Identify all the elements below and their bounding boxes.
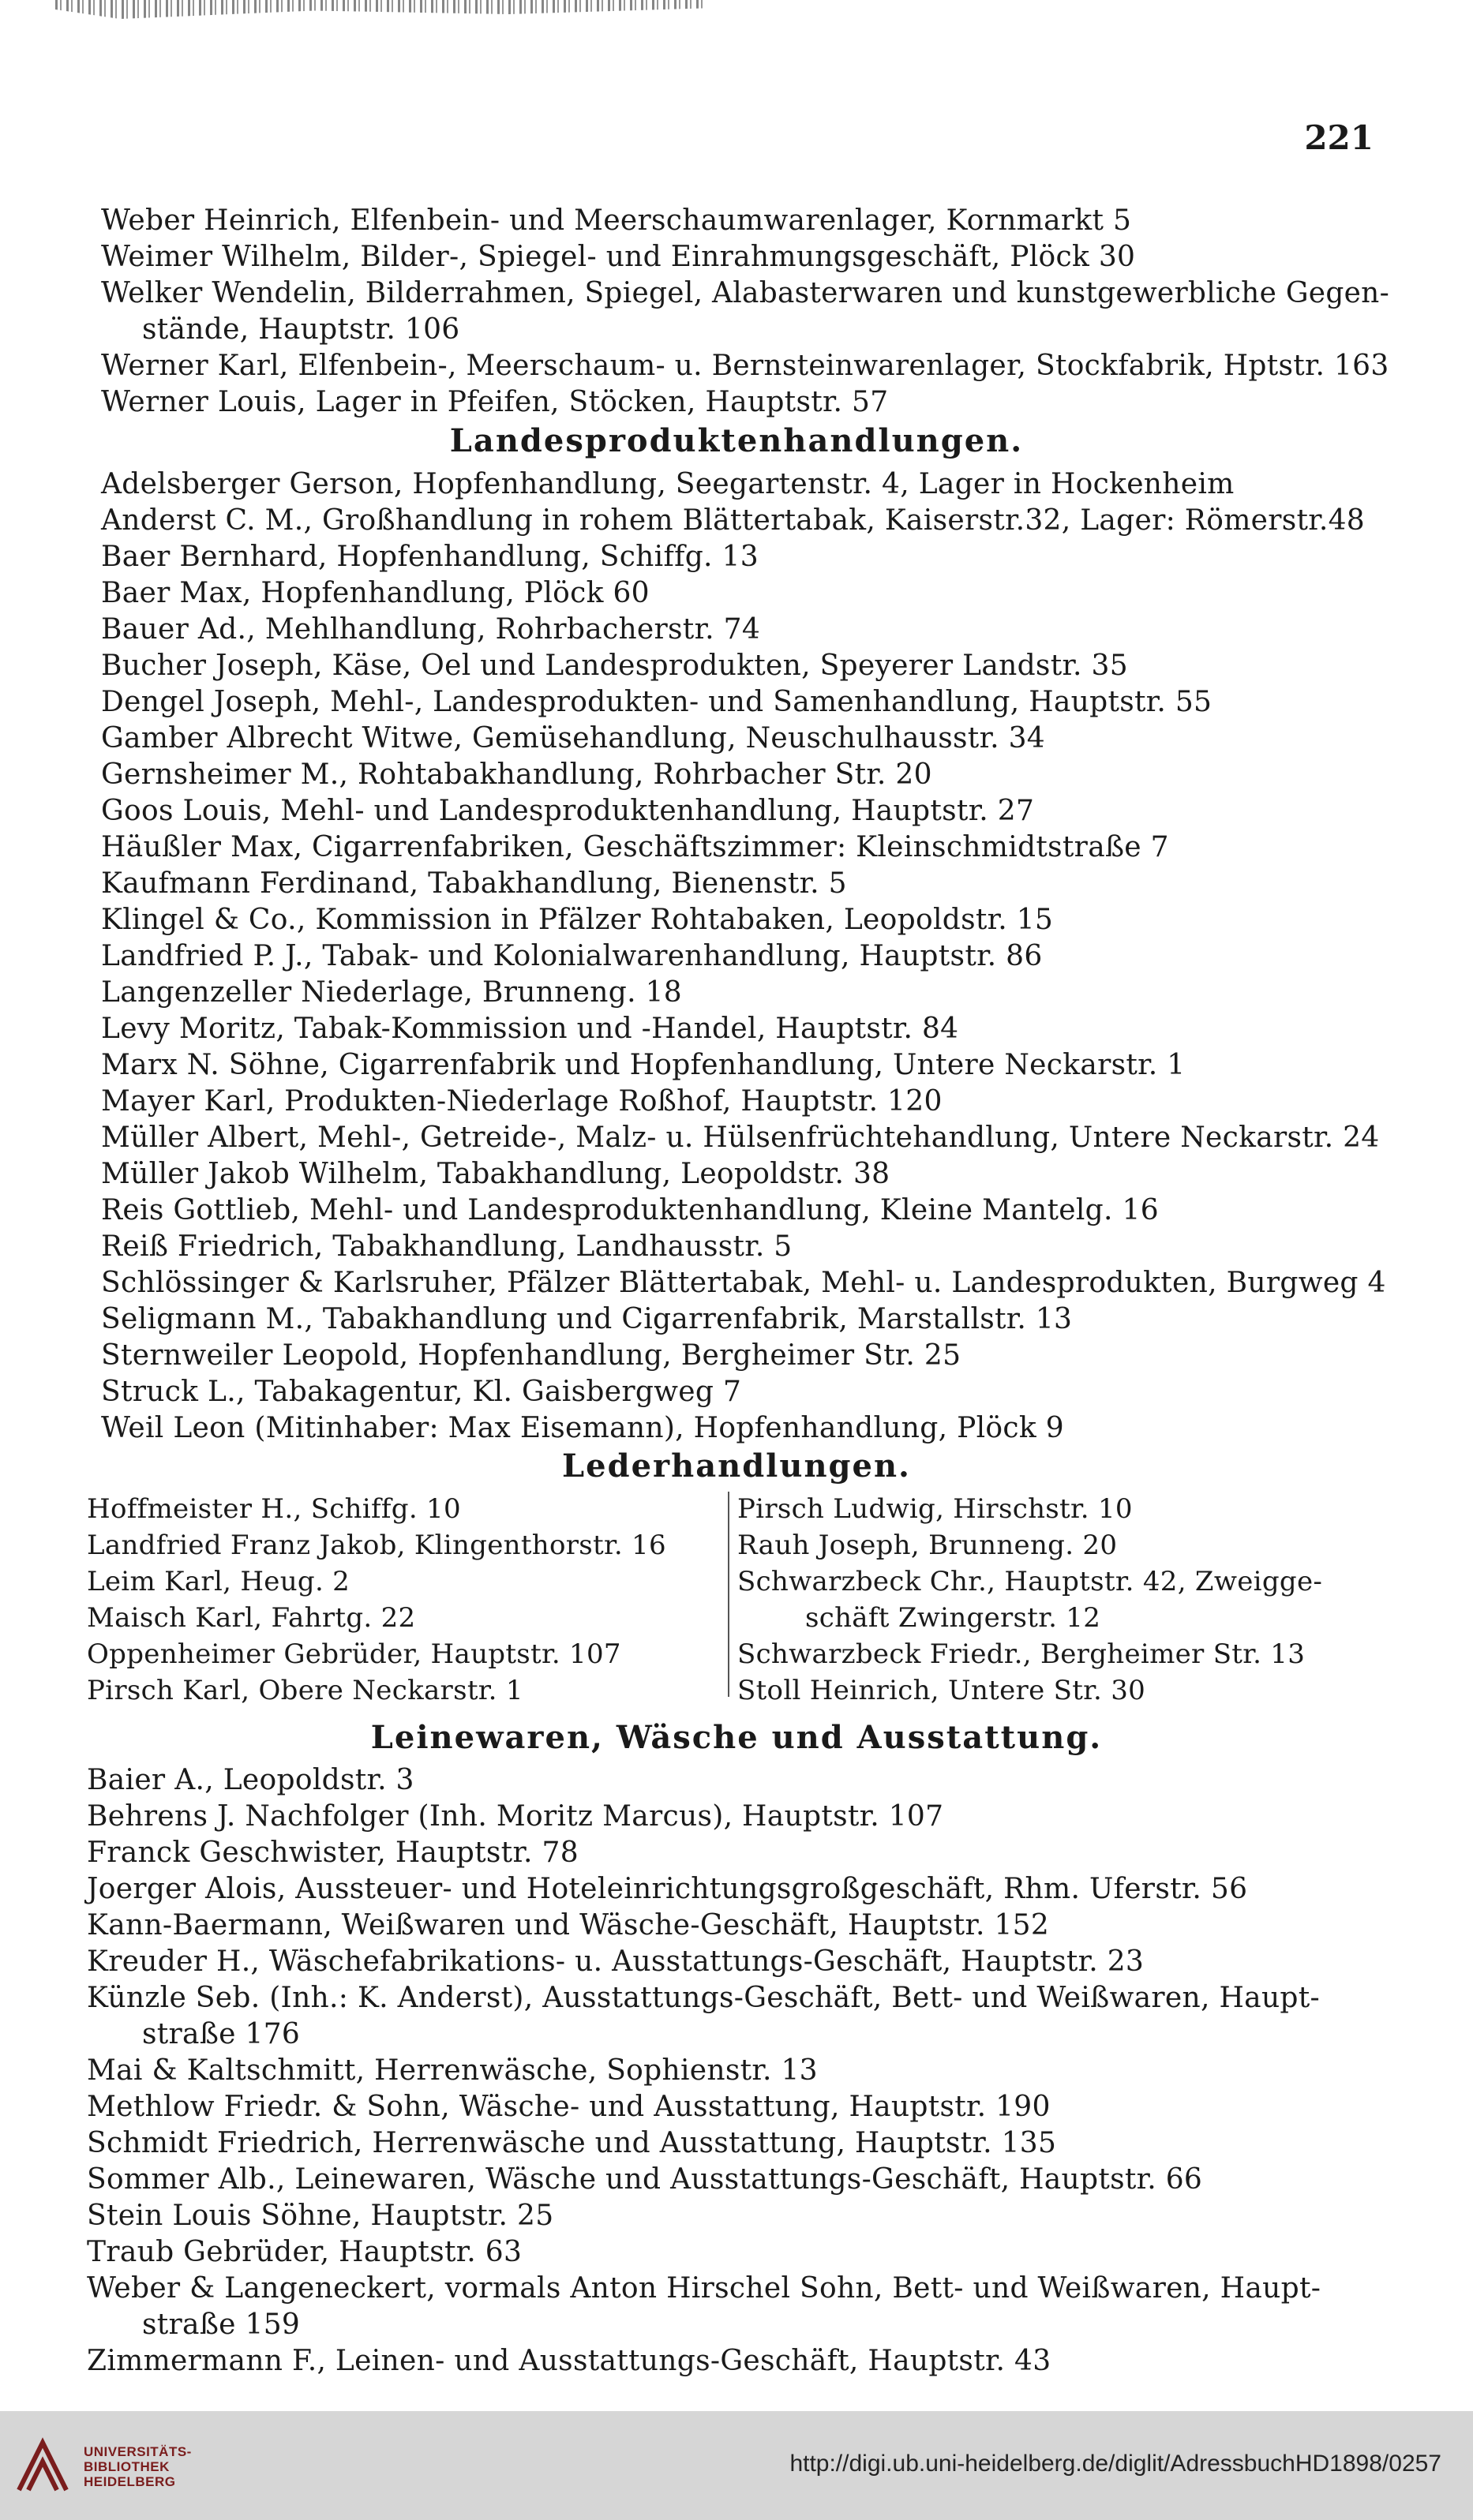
entry-right: Stoll Heinrich, Untere Str. 30 — [737, 1675, 1146, 1706]
footer-bar — [0, 2411, 1473, 2520]
library-name-line: HEIDELBERG — [84, 2474, 176, 2489]
source-url-link[interactable]: http://digi.ub.uni-heidelberg.de/diglit/AdressbuchHD1898/0257 — [789, 2451, 1441, 2477]
entry: Schmidt Friedrich, Herrenwäsche und Ausstattung, Hauptstr. 135 — [87, 2127, 1057, 2159]
entry: Weber Heinrich, Elfenbein- und Meerschaumwarenlager, Kornmarkt 5 — [101, 204, 1132, 237]
section-heading: Lederhandlungen. — [562, 1447, 911, 1485]
entry: Werner Louis, Lager in Pfeifen, Stöcken, Hauptstr. 57 — [101, 386, 889, 418]
entry: Schlössinger & Karlsruher, Pfälzer Blättertabak, Mehl- u. Landesprodukten, Burgweg 4 — [101, 1267, 1386, 1299]
entry-continuation: straße 159 — [142, 2308, 301, 2341]
entry: Häußler Max, Cigarrenfabriken, Geschäftszimmer: Kleinschmidtstraße 7 — [101, 831, 1169, 863]
entry: Marx N. Söhne, Cigarrenfabrik und Hopfenhandlung, Untere Neckarstr. 1 — [101, 1049, 1186, 1081]
entry-left: Pirsch Karl, Obere Neckarstr. 1 — [87, 1675, 523, 1706]
entry-left: Landfried Franz Jakob, Klingenthorstr. 16 — [87, 1530, 666, 1561]
entry: Franck Geschwister, Hauptstr. 78 — [87, 1837, 579, 1869]
entry-left: Leim Karl, Heug. 2 — [87, 1566, 350, 1597]
entry: Mayer Karl, Produkten-Niederlage Roßhof, Hauptstr. 120 — [101, 1085, 943, 1118]
entry-right: Schwarzbeck Chr., Hauptstr. 42, Zweigge- — [737, 1566, 1323, 1597]
entry: Langenzeller Niederlage, Brunneng. 18 — [101, 976, 682, 1009]
entry: Baer Bernhard, Hopfenhandlung, Schiffg. 13 — [101, 541, 759, 573]
entry-left: Hoffmeister H., Schiffg. 10 — [87, 1493, 461, 1525]
entry-right: Rauh Joseph, Brunneng. 20 — [737, 1530, 1118, 1561]
entry: Traub Gebrüder, Hauptstr. 63 — [87, 2236, 523, 2268]
library-name — [84, 2444, 192, 2489]
section-heading: Landesproduktenhandlungen. — [449, 422, 1024, 459]
scan-noise — [55, 0, 703, 24]
entry-left: Maisch Karl, Fahrtg. 22 — [87, 1602, 416, 1634]
entry: Goos Louis, Mehl- und Landesproduktenhandlung, Hauptstr. 27 — [101, 795, 1035, 827]
entry: Sommer Alb., Leinewaren, Wäsche und Ausstattungs-Geschäft, Hauptstr. 66 — [87, 2163, 1203, 2196]
entry: Weber & Langeneckert, vormals Anton Hirschel Sohn, Bett- und Weißwaren, Haupt- — [87, 2272, 1321, 2305]
library-name-line: BIBLIOTHEK — [84, 2459, 170, 2474]
entry: Seligmann M., Tabakhandlung und Cigarrenfabrik, Marstallstr. 13 — [101, 1303, 1073, 1335]
entry: Behrens J. Nachfolger (Inh. Moritz Marcus), Hauptstr. 107 — [87, 1800, 944, 1833]
entry: Welker Wendelin, Bilderrahmen, Spiegel, Alabasterwaren und kunstgewerbliche Gegen- — [101, 277, 1389, 309]
entry: Klingel & Co., Kommission in Pfälzer Rohtabaken, Leopoldstr. 15 — [101, 904, 1054, 936]
entry: Werner Karl, Elfenbein-, Meerschaum- u. Bernsteinwarenlager, Stockfabrik, Hptstr. 163 — [101, 350, 1389, 382]
entry: Stein Louis Söhne, Hauptstr. 25 — [87, 2200, 554, 2232]
entry: Weil Leon (Mitinhaber: Max Eisemann), Hopfenhandlung, Plöck 9 — [101, 1412, 1064, 1444]
section-heading: Leinewaren, Wäsche und Ausstattung. — [370, 1719, 1103, 1756]
university-library-logo — [11, 2435, 74, 2498]
entry: Joerger Alois, Aussteuer- und Hoteleinrichtungsgroßgeschäft, Rhm. Uferstr. 56 — [87, 1873, 1248, 1905]
entry: Sternweiler Leopold, Hopfenhandlung, Bergheimer Str. 25 — [101, 1339, 961, 1372]
entry: Weimer Wilhelm, Bilder-, Spiegel- und Einrahmungsgeschäft, Plöck 30 — [101, 241, 1136, 273]
entry: Kaufmann Ferdinand, Tabakhandlung, Bienenstr. 5 — [101, 867, 847, 900]
entry: Kann-Baermann, Weißwaren und Wäsche-Geschäft, Hauptstr. 152 — [87, 1909, 1050, 1941]
scan-edge — [0, 0, 1473, 32]
entry: Müller Albert, Mehl-, Getreide-, Malz- u. Hülsenfrüchtehandlung, Untere Neckarstr. 24 — [101, 1121, 1380, 1154]
entry: Bauer Ad., Mehlhandlung, Rohrbacherstr. 74 — [101, 613, 761, 646]
entry: Bucher Joseph, Käse, Oel und Landesprodukten, Speyerer Landstr. 35 — [101, 650, 1128, 682]
entry: Kreuder H., Wäschefabrikations- u. Ausstattungs-Geschäft, Hauptstr. 23 — [87, 1945, 1145, 1978]
entry: Levy Moritz, Tabak-Kommission und -Handel, Hauptstr. 84 — [101, 1013, 959, 1045]
entry: Baier A., Leopoldstr. 3 — [87, 1764, 414, 1796]
entry: Methlow Friedr. & Sohn, Wäsche- und Ausstattung, Hauptstr. 190 — [87, 2091, 1051, 2123]
entry: Anderst C. M., Großhandlung in rohem Blättertabak, Kaiserstr.32, Lager: Römerstr.48 — [101, 504, 1365, 537]
entry: Gamber Albrecht Witwe, Gemüsehandlung, Neuschulhausstr. 34 — [101, 722, 1046, 755]
entry-right: Schwarzbeck Friedr., Bergheimer Str. 13 — [737, 1638, 1306, 1670]
entry-right-continuation: schäft Zwingerstr. 12 — [805, 1602, 1101, 1634]
entry: Struck L., Tabakagentur, Kl. Gaisbergweg 7 — [101, 1376, 742, 1408]
entry: Dengel Joseph, Mehl-, Landesprodukten- und Samenhandlung, Hauptstr. 55 — [101, 686, 1213, 718]
entry: Reiß Friedrich, Tabakhandlung, Landhausstr. 5 — [101, 1230, 793, 1263]
entry-continuation: straße 176 — [142, 2018, 301, 2050]
entry: Reis Gottlieb, Mehl- und Landesproduktenhandlung, Kleine Mantelg. 16 — [101, 1194, 1159, 1226]
entry: Künzle Seb. (Inh.: K. Anderst), Ausstattungs-Geschäft, Bett- und Weißwaren, Haupt- — [87, 1982, 1320, 2014]
column-divider — [728, 1492, 729, 1697]
entry: Baer Max, Hopfenhandlung, Plöck 60 — [101, 577, 650, 609]
entry: Mai & Kaltschmitt, Herrenwäsche, Sophienstr. 13 — [87, 2054, 818, 2087]
entry-right: Pirsch Ludwig, Hirschstr. 10 — [737, 1493, 1133, 1525]
entry: Gernsheimer M., Rohtabakhandlung, Rohrbacher Str. 20 — [101, 758, 932, 791]
entry: Müller Jakob Wilhelm, Tabakhandlung, Leopoldstr. 38 — [101, 1158, 890, 1190]
entry-continuation: stände, Hauptstr. 106 — [142, 313, 460, 346]
entry: Zimmermann F., Leinen- und Ausstattungs-Geschäft, Hauptstr. 43 — [87, 2345, 1051, 2377]
entry-left: Oppenheimer Gebrüder, Hauptstr. 107 — [87, 1638, 621, 1670]
page-number: 221 — [1304, 118, 1374, 157]
entry: Landfried P. J., Tabak- und Kolonialwarenhandlung, Hauptstr. 86 — [101, 940, 1043, 972]
entry: Adelsberger Gerson, Hopfenhandlung, Seegartenstr. 4, Lager in Hockenheim — [101, 468, 1235, 500]
library-name-line: UNIVERSITÄTS- — [84, 2444, 192, 2459]
